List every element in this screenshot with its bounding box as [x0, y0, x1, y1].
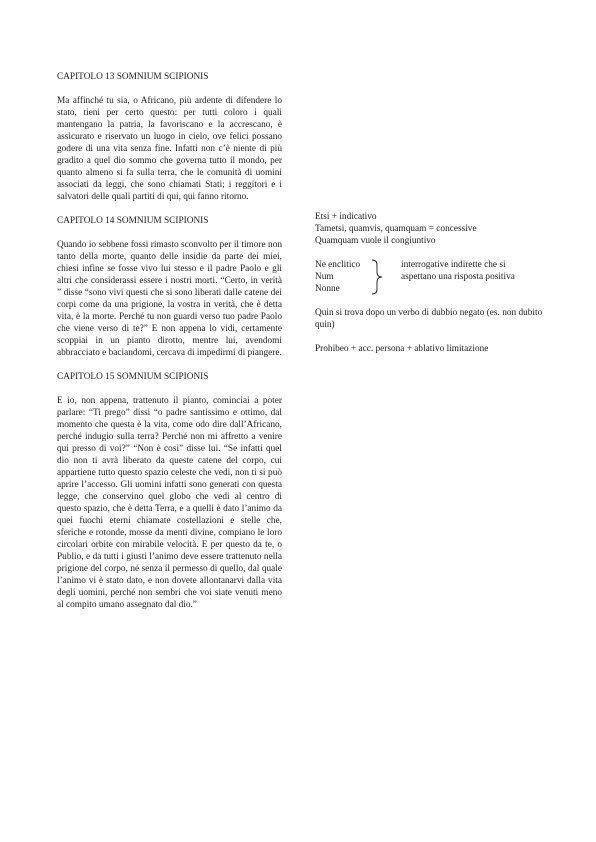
- note-quamquam: Quamquam vuole il congiuntivo: [315, 236, 436, 246]
- note-etsi: Etsi + indicativo: [315, 212, 377, 222]
- interrogative-group: [315, 259, 555, 295]
- chapter-14-title: CAPITOLO 14 SOMNIUM SCIPIONIS: [57, 216, 209, 226]
- word-ne-enclitico: Ne enclitico: [315, 260, 361, 270]
- chapter-13-title: CAPITOLO 13 SOMNIUM SCIPIONIS: [57, 72, 209, 82]
- chapter-13-text: Ma affinché tu sia, o Africano, più ardente di difendere lo stato, tieni per certo questo: per tutti coloro i quali mantengano la patria, la favoriscano e la accrescano, è assicurato e riservato un luogo in cielo, ove felici possano godere di una vita senza fine. Infatti non c’è niente di più gradito a quel dio sommo che governa tutto il mondo, per quanto almeno si fa sulla terra, che le comunità di uomini associati da leggi, che sono chiamati Stati; i reggitori e i salvatori delle quali partiti di qui, qui fanno ritorno.: [57, 96, 282, 202]
- interrogative-note-line2: aspettano una risposta positiva: [401, 272, 515, 282]
- main-text-column: [57, 71, 282, 623]
- chapter-14-text: Quando io sebbene fossi rimasto sconvolto per il timore non tanto della morte, quanto delle insidie da parte dei miei, chiesi infine se fosse vivo lui stesso e il padre Paolo e gli altri che considerassi essere i nostri morti. “Certo, in verità ” disse “sono vivi questi che si sono liberati dalle catene dei corpi come da una prigione, la vostra in verità, che è detta vita, è la morte. Perché tu non guardi verso tuo padre Paolo che viene verso di te?” E non appena lo vidi, certamente scoppiai in un pianto dirotto, mentre lui, avendomi abbracciato e baciandomi, cercava di impedirmi di piangere.: [57, 240, 282, 358]
- note-tametsi: Tametsi, quamvis, quamquam = concessive: [315, 224, 477, 234]
- word-num: Num: [315, 272, 334, 282]
- grammar-notes: [315, 211, 555, 355]
- note-quin: Quin si trova dopo un verbo di dubbio negato (es. non dubito quin): [315, 308, 543, 330]
- word-nonne: Nonne: [315, 284, 340, 294]
- interrogative-note-line1: interrogative indirette che si: [401, 260, 506, 270]
- chapter-15-text: E io, non appena, trattenuto il pianto, cominciai a poter parlare: “Ti prego” dissi “o padre santissimo e ottimo, dal momento che questa è la vita, come odo dire dall’Africano, perché indugio sulla terra? Perché non mi affretto a venire qui presso di voi?” “Non è così” disse lui. “Se infatti quel dio non ti avrà liberato da queste catene del corpo, cui appartiene tutto questo spazio celeste che vedi, non ti si può aprire l’accesso. Gli uomini infatti sono generati con questa legge, che conservino quel globo che vedi al centro di questo spazio, che è detta Terra, e a quelli è dato l’animo da quei fuochi eterni chiamate costellazioni e stelle che, sferiche e rotonde, mosse da menti divine, compiano le loro circolari orbite con mirabile velocità. E per questo da te, o Publio, e da tutti i giusti l’animo deve essere trattenuto nella prigione del corpo, né senza il permesso di quello, dal quale l’animo vi è stato dato, e non dovete allontanarvi dalla vita degli uomini, perché non sembri che voi siate venuti meno al compito umano assegnato dal dio.”: [57, 396, 282, 610]
- note-prohibeo: Prohibeo + acc. persona + ablativo limitazione: [315, 344, 489, 354]
- right-brace-icon: [370, 259, 384, 295]
- chapter-15-title: CAPITOLO 15 SOMNIUM SCIPIONIS: [57, 372, 209, 382]
